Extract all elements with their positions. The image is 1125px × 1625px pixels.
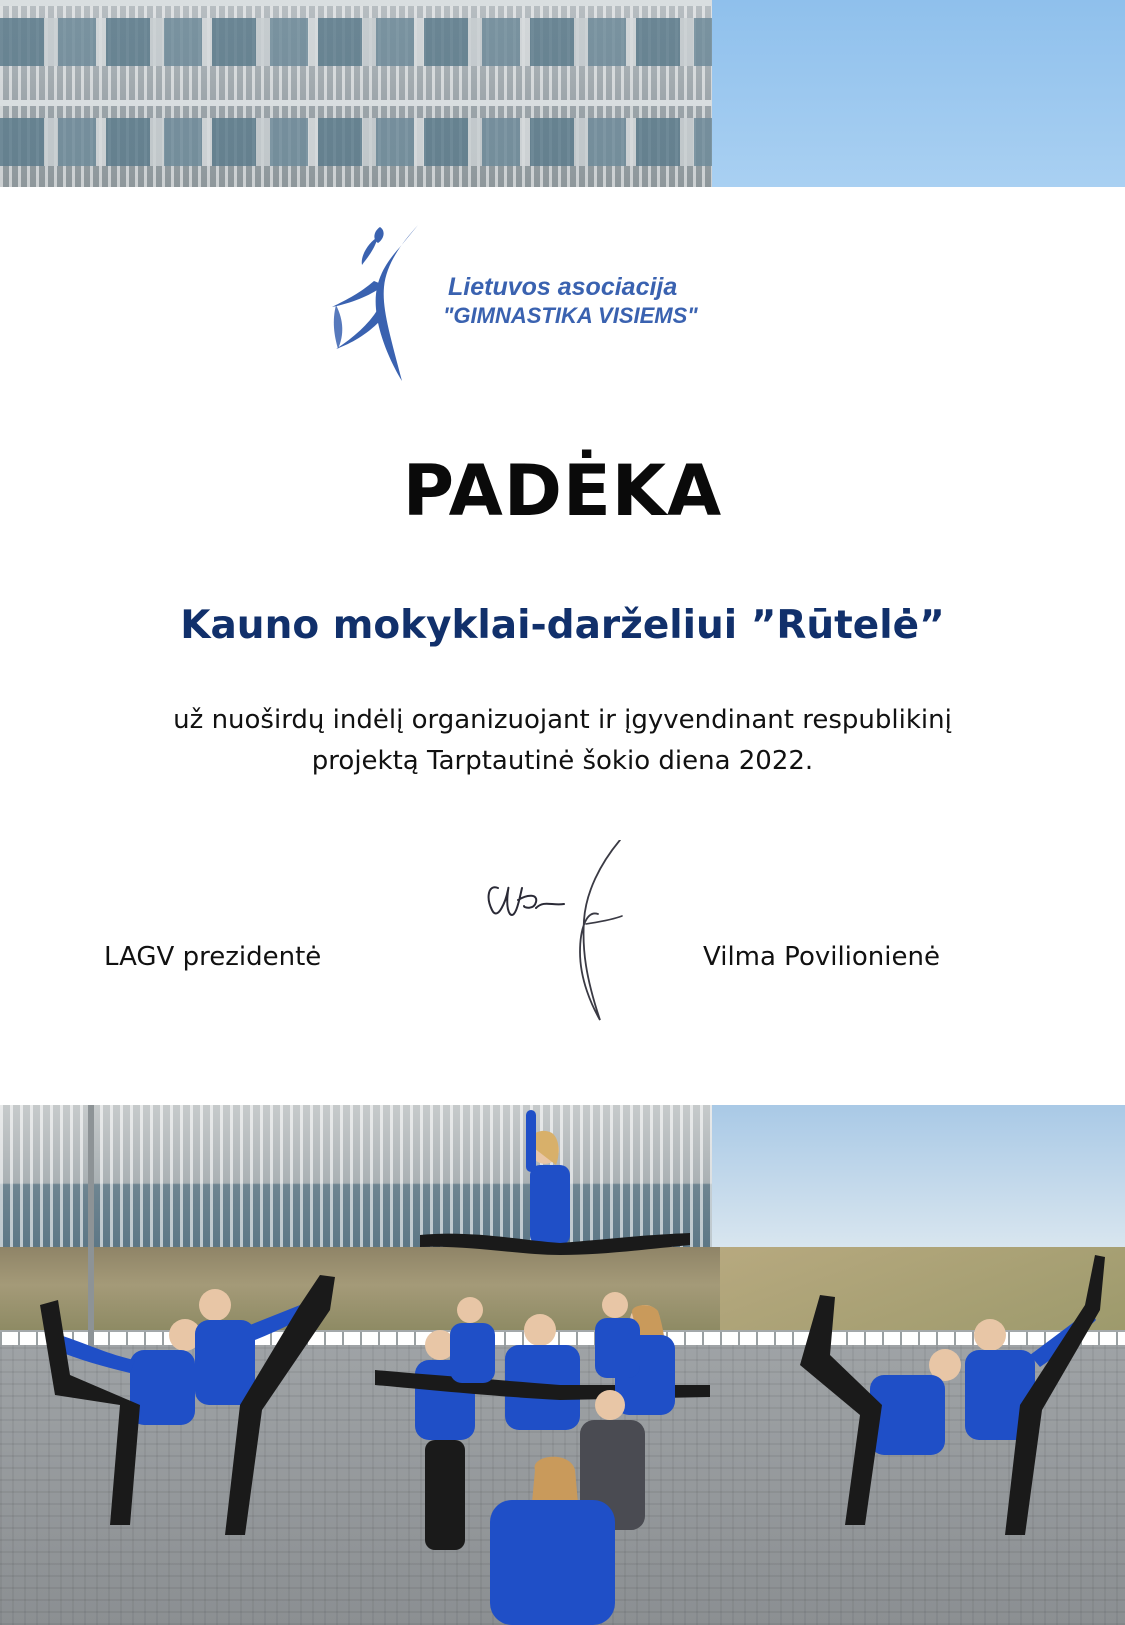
dancer [965, 1255, 1105, 1535]
logo-text-line1: Lietuvos asociacija [448, 273, 678, 301]
body-line-2: projektą Tarptautinė šokio diena 2022. [311, 746, 814, 776]
dancers-group [0, 1105, 1125, 1625]
dancer [800, 1295, 961, 1525]
logo-text-line2: "GIMNASTIKA VISIEMS" [443, 303, 698, 328]
floor-line [0, 0, 712, 6]
window-row [0, 118, 712, 166]
group-photo [0, 1105, 1125, 1625]
certificate-title: PADĖKA [402, 450, 723, 532]
top-building-photo [0, 0, 1125, 187]
dancer [420, 1110, 690, 1255]
gymnast-figure-icon [330, 225, 440, 395]
signatory-role: LAGV prezidentė [104, 942, 322, 972]
window-row [0, 18, 712, 66]
recipient-name: Kauno mokyklai-darželiui ”Rūtelė” [180, 603, 945, 648]
handwritten-signature [480, 840, 640, 1030]
dancer [40, 1300, 201, 1525]
certificate-body [80, 700, 1045, 782]
floor-line [0, 100, 712, 106]
building-facade [0, 0, 712, 187]
signatory-name: Vilma Povilionienė [703, 942, 940, 972]
association-logo [330, 225, 740, 395]
dancer [195, 1275, 335, 1535]
body-line-1: už nuoširdų indėlį organizuojant ir įgyvendinant respublikinį [173, 705, 952, 735]
